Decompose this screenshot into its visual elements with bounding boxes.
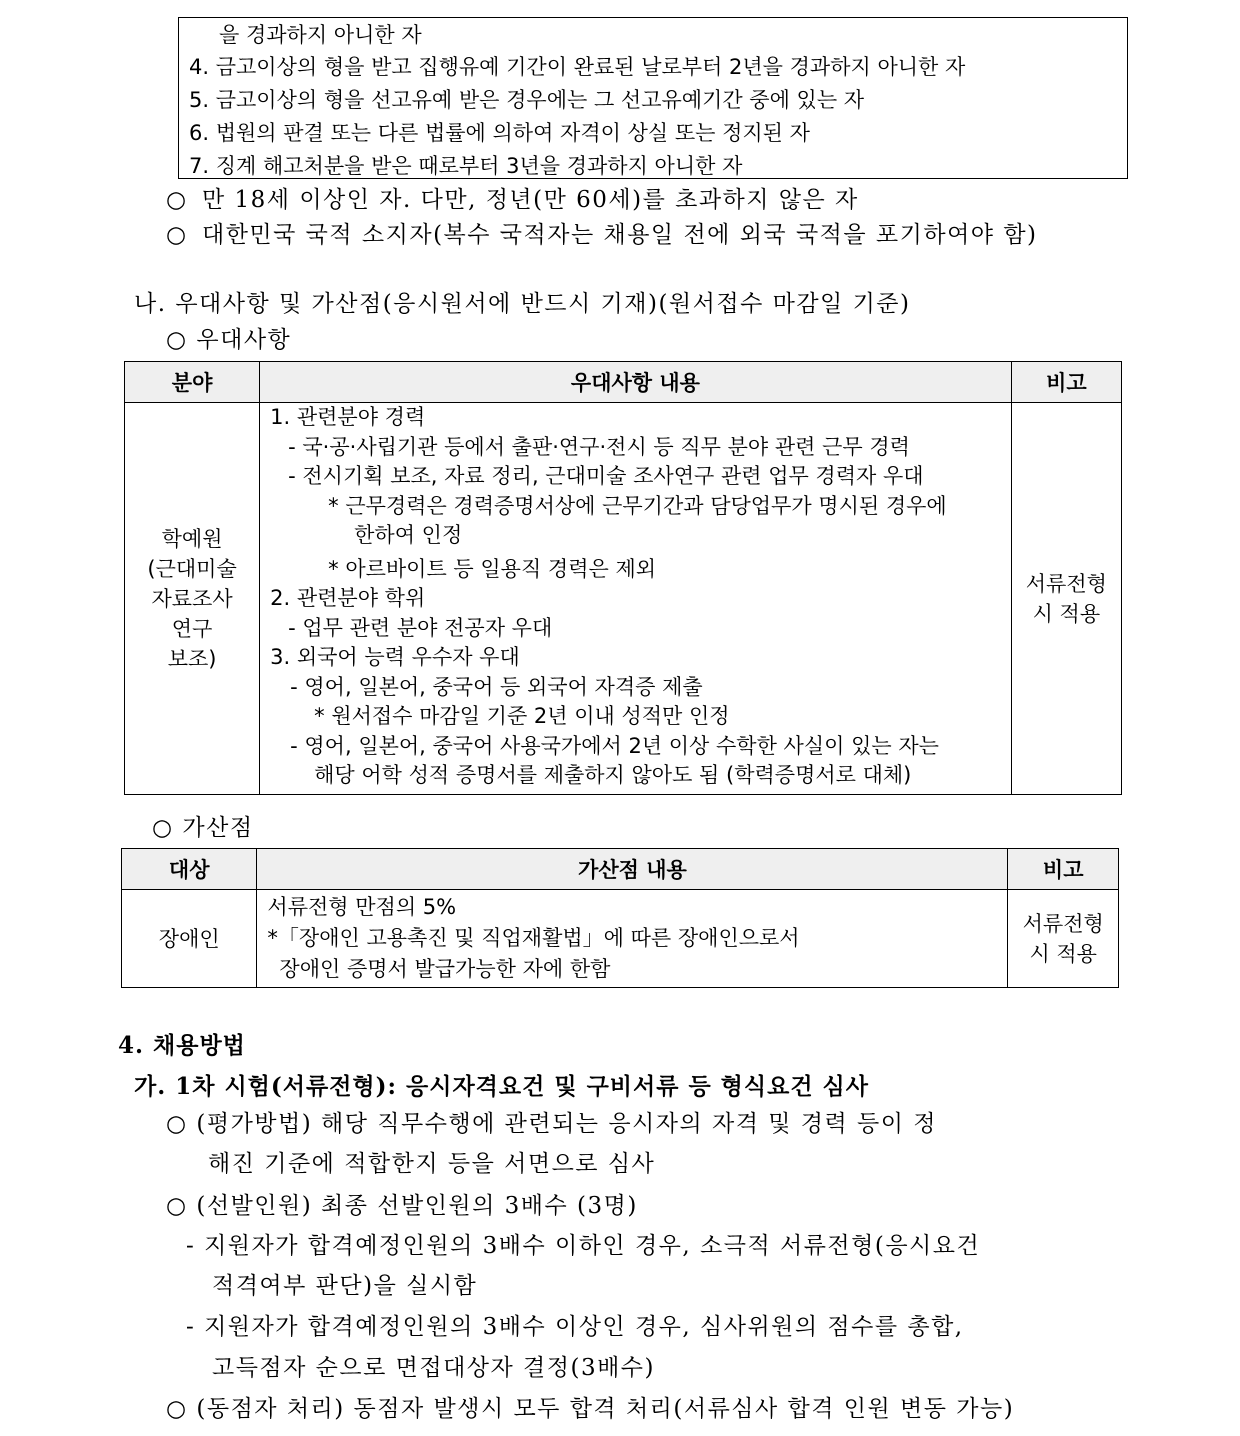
selection-rule1-line1: - 지원자가 합격예정인원의 3배수 이하인 경우, 소극적 서류전형(응시요건 bbox=[186, 1233, 981, 1259]
table-header: 분야 bbox=[125, 362, 260, 403]
preference-table bbox=[124, 361, 1122, 795]
section-na-title: 나. 우대사항 및 가산점(응시원서에 반드시 기재)(원서접수 마감일 기준) bbox=[134, 291, 911, 317]
selection-count: ○ (선발인원) 최종 선발인원의 3배수 (3명) bbox=[166, 1193, 638, 1219]
eval-method-line2: 해진 기준에 적합한지 등을 서면으로 심사 bbox=[208, 1151, 656, 1177]
table-header: 우대사항 내용 bbox=[260, 362, 1012, 403]
content-line: - 업무 관련 분야 전공자 우대 bbox=[288, 615, 553, 640]
content-line: * 근무경력은 경력증명서상에 근무기간과 담당업무가 명시된 경우에 bbox=[328, 493, 947, 518]
content-line: * 아르바이트 등 일용직 경력은 제외 bbox=[328, 556, 657, 581]
table-header: 대상 bbox=[122, 849, 257, 890]
table-header-row bbox=[122, 849, 1119, 890]
content-cell bbox=[257, 890, 1008, 988]
selection-rule2-line1: - 지원자가 합격예정인원의 3배수 이상인 경우, 심사위원의 점수를 총합, bbox=[186, 1314, 964, 1340]
bullet-icon: ○ bbox=[166, 187, 188, 213]
content-line: 해당 어학 성적 증명서를 제출하지 않아도 됨 (학력증명서로 대체) bbox=[314, 763, 912, 787]
table-header: 비고 bbox=[1011, 362, 1121, 403]
disqualification-item: 7. 징계 해고처분을 받은 때로부터 3년을 경과하지 아니한 자 bbox=[189, 154, 743, 178]
eligibility-age: ○ 만 18세 이상인 자. 다만, 정년(만 60세)를 초과하지 않은 자 bbox=[166, 184, 859, 216]
disqualification-item: 4. 금고이상의 형을 받고 집행유예 기간이 완료된 날로부터 2년을 경과하지 아니한 자 bbox=[189, 55, 966, 79]
eval-method-line1: ○ (평가방법) 해당 직무수행에 관련되는 응시자의 자격 및 경력 등이 정 bbox=[166, 1111, 938, 1137]
content-cell bbox=[260, 403, 1012, 795]
note-cell: 서류전형 시 적용 bbox=[1008, 890, 1119, 988]
selection-rule2-line2: 고득점자 순으로 면접대상자 결정(3배수) bbox=[212, 1355, 656, 1381]
content-line: 2. 관련분야 학위 bbox=[270, 586, 426, 610]
content-line: 한하여 인정 bbox=[354, 523, 463, 547]
bonus-heading: ○ 가산점 bbox=[152, 815, 254, 841]
table-header: 비고 bbox=[1008, 849, 1119, 890]
content-line: - 영어, 일본어, 중국어 사용국가에서 2년 이상 수학한 사실이 있는 자는 bbox=[290, 733, 939, 758]
target-cell: 장애인 bbox=[122, 890, 257, 988]
field-cell: 학예원 (근대미술 자료조사 연구 보조) bbox=[125, 403, 260, 795]
disqualification-item: 을 경과하지 아니한 자 bbox=[219, 23, 422, 47]
eligibility-nationality: ○ 대한민국 국적 소지자(복수 국적자는 채용일 전에 외국 국적을 포기하여야 함) bbox=[166, 219, 1038, 251]
content-line: *「장애인 고용촉진 및 직업재활법」에 따른 장애인으로서 bbox=[267, 926, 800, 950]
table-header: 가산점 내용 bbox=[257, 849, 1008, 890]
disqualification-item: 5. 금고이상의 형을 선고유예 받은 경우에는 그 선고유예기간 중에 있는 자 bbox=[189, 88, 865, 112]
content-line: - 전시기획 보조, 자료 정리, 근대미술 조사연구 관련 업무 경력자 우대 bbox=[288, 464, 924, 488]
disqualification-item: 6. 법원의 판결 또는 다른 법률에 의하여 자격이 상실 또는 정지된 자 bbox=[189, 121, 810, 145]
bonus-table bbox=[121, 848, 1119, 988]
table-header-row bbox=[125, 362, 1122, 403]
preference-heading: ○ 우대사항 bbox=[166, 327, 292, 353]
note-cell: 서류전형 시 적용 bbox=[1011, 403, 1121, 795]
content-line: * 원서접수 마감일 기준 2년 이내 성적만 인정 bbox=[314, 704, 730, 728]
content-line: 장애인 증명서 발급가능한 자에 한함 bbox=[279, 957, 611, 981]
content-line: - 국·공·사립기관 등에서 출판·연구·전시 등 직무 분야 관련 근무 경력 bbox=[288, 434, 910, 459]
table-row bbox=[125, 403, 1122, 795]
tie-rule: ○ (동점자 처리) 동점자 발생시 모두 합격 처리(서류심사 합격 인원 변동 가능) bbox=[166, 1396, 1015, 1422]
section4-title: 4. 채용방법 bbox=[118, 1032, 246, 1059]
table-row bbox=[122, 890, 1119, 988]
content-line: - 영어, 일본어, 중국어 등 외국어 자격증 제출 bbox=[290, 674, 703, 699]
content-line: 1. 관련분야 경력 bbox=[270, 405, 426, 429]
selection-rule1-line2: 적격여부 판단)을 실시함 bbox=[212, 1273, 478, 1299]
content-line: 3. 외국어 능력 우수자 우대 bbox=[270, 645, 520, 669]
disqualification-box bbox=[178, 17, 1128, 179]
section4-subtitle: 가. 1차 시험(서류전형): 응시자격요건 및 구비서류 등 형식요건 심사 bbox=[134, 1073, 869, 1100]
bullet-icon: ○ bbox=[166, 222, 188, 248]
content-line: 서류전형 만점의 5% bbox=[267, 895, 457, 919]
